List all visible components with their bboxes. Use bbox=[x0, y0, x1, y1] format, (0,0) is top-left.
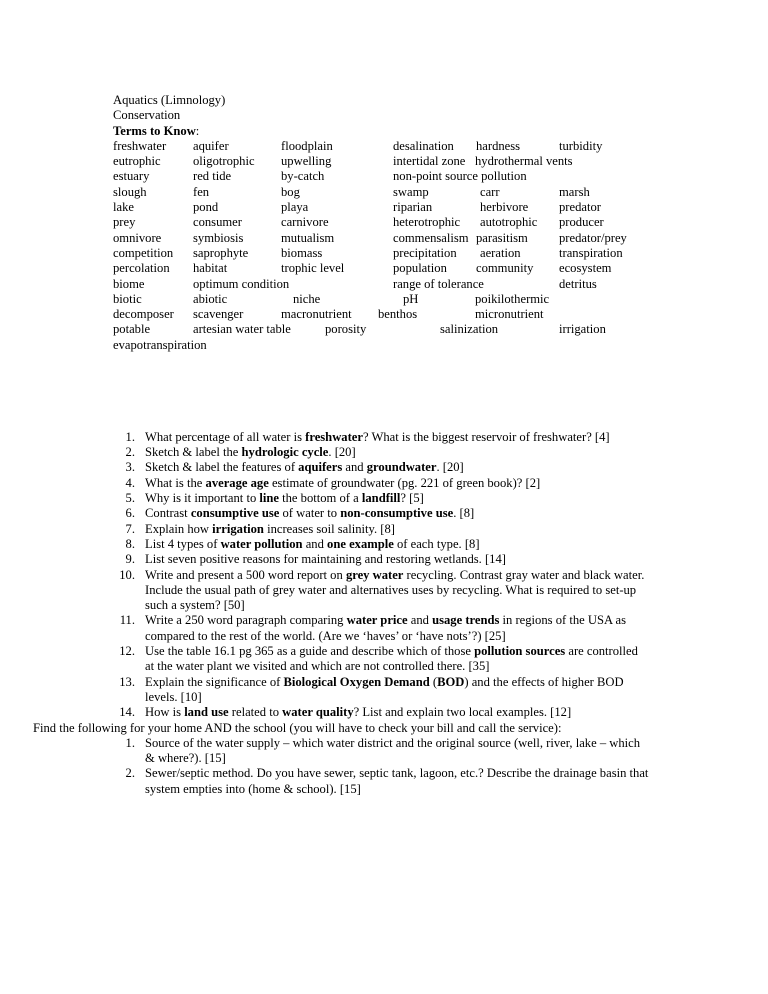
find-item bbox=[33, 766, 650, 797]
term: population bbox=[393, 261, 447, 276]
question-key-term: BOD bbox=[437, 674, 465, 689]
question-text: Explain how bbox=[145, 521, 213, 536]
term: marsh bbox=[559, 184, 590, 199]
question-number: 6. bbox=[125, 506, 135, 521]
unit-title: Conservation bbox=[113, 108, 181, 123]
question-number: 8. bbox=[125, 536, 135, 551]
question-key-term: water pollution bbox=[220, 536, 303, 551]
question-number: 13. bbox=[119, 674, 135, 689]
question-number: 14. bbox=[119, 705, 135, 720]
question-item bbox=[33, 613, 650, 644]
term: poikilothermic bbox=[475, 291, 550, 306]
term: floodplain bbox=[281, 138, 333, 153]
term: transpiration bbox=[559, 245, 623, 260]
term: salinization bbox=[440, 322, 499, 337]
term: omnivore bbox=[113, 230, 162, 245]
term: by-catch bbox=[281, 169, 325, 184]
term: playa bbox=[281, 200, 309, 215]
question-key-term: water quality bbox=[282, 705, 354, 720]
question-text: Explain the significance of bbox=[145, 674, 284, 689]
question-item bbox=[33, 445, 650, 460]
worksheet bbox=[33, 93, 673, 797]
question-number: 5. bbox=[125, 491, 135, 506]
term: precipitation bbox=[393, 245, 457, 260]
question-key-term: average age bbox=[205, 475, 269, 490]
term: percolation bbox=[113, 261, 170, 276]
term: predator bbox=[559, 200, 601, 215]
term: herbivore bbox=[480, 200, 529, 215]
term: oligotrophic bbox=[193, 154, 255, 169]
term: pond bbox=[193, 200, 219, 215]
term: optimum condition bbox=[193, 276, 290, 291]
term: freshwater bbox=[113, 138, 167, 153]
question-item bbox=[33, 568, 650, 614]
terms-grid bbox=[113, 139, 673, 415]
question-item bbox=[33, 506, 650, 521]
term: benthos bbox=[378, 307, 418, 322]
question-text: recycling. Contrast gray water and black water. Include the usual path of grey water and alternatives uses by recycling. What is required to set-up such a system? [50] bbox=[145, 567, 645, 613]
question-number: 11. bbox=[119, 613, 135, 628]
question-text: ( bbox=[429, 674, 438, 689]
question-text: . [20] bbox=[328, 445, 356, 460]
question-text: Write a 250 word paragraph comparing bbox=[145, 613, 347, 628]
term: pH bbox=[403, 291, 419, 306]
term: upwelling bbox=[281, 154, 332, 169]
question-text: Use the table 16.1 pg 365 as a guide and describe which of those bbox=[145, 644, 475, 659]
terms-heading-colon: : bbox=[195, 123, 200, 138]
term: saprophyte bbox=[193, 245, 249, 260]
term: detritus bbox=[559, 276, 597, 291]
term: niche bbox=[293, 291, 321, 306]
term: mutualism bbox=[281, 230, 335, 245]
question-number: 2. bbox=[125, 445, 135, 460]
question-key-term: groundwater bbox=[366, 460, 437, 475]
term: decomposer bbox=[113, 307, 174, 322]
question-key-term: one example bbox=[327, 536, 394, 551]
term: biotic bbox=[113, 291, 142, 306]
term: ecosystem bbox=[559, 261, 612, 276]
question-text: of each type. [8] bbox=[393, 536, 480, 551]
term: eutrophic bbox=[113, 154, 161, 169]
question-text: Contrast bbox=[145, 506, 191, 521]
question-key-term: Biological Oxygen Demand bbox=[283, 674, 430, 689]
question-item bbox=[33, 460, 650, 475]
term: artesian water table bbox=[193, 322, 291, 337]
term: estuary bbox=[113, 169, 150, 184]
question-item bbox=[33, 491, 650, 506]
term: irrigation bbox=[559, 322, 606, 337]
question-text: List seven positive reasons for maintaining and restoring wetlands. [14] bbox=[145, 552, 506, 567]
term: turbidity bbox=[559, 138, 603, 153]
term: hydrothermal vents bbox=[475, 154, 573, 169]
question-key-term: usage trends bbox=[432, 613, 500, 628]
term: scavenger bbox=[193, 307, 244, 322]
term: evapotranspiration bbox=[113, 337, 207, 352]
find-list bbox=[113, 736, 673, 797]
term: potable bbox=[113, 322, 151, 337]
question-text: Sketch & label the bbox=[145, 445, 242, 460]
question-text: . [20] bbox=[436, 460, 464, 475]
question-text: and bbox=[342, 460, 367, 475]
term: lake bbox=[113, 200, 134, 215]
term: predator/prey bbox=[559, 230, 627, 245]
question-key-term: pollution sources bbox=[474, 644, 566, 659]
question-text: increases soil salinity. [8] bbox=[263, 521, 395, 536]
term: desalination bbox=[393, 138, 454, 153]
question-text: are controlled at the water plant we visited and which are not controlled there. [35] bbox=[145, 644, 638, 674]
question-key-term: consumptive use bbox=[190, 506, 280, 521]
question-text: Why is it important to bbox=[145, 491, 260, 506]
question-key-term: aquifers bbox=[298, 460, 343, 475]
question-key-term: irrigation bbox=[212, 521, 264, 536]
term: aeration bbox=[480, 245, 521, 260]
term: non-point source pollution bbox=[393, 169, 527, 184]
term: aquifer bbox=[193, 138, 229, 153]
course-title: Aquatics (Limnology) bbox=[113, 93, 226, 107]
find-number: 2. bbox=[125, 766, 135, 781]
term: consumer bbox=[193, 215, 242, 230]
question-item bbox=[33, 537, 650, 552]
term: biome bbox=[113, 276, 145, 291]
term: macronutrient bbox=[281, 307, 352, 322]
question-text: the bottom of a bbox=[278, 491, 362, 506]
question-number: 9. bbox=[125, 552, 135, 567]
question-text: What percentage of all water is bbox=[145, 429, 306, 444]
term: hardness bbox=[476, 138, 521, 153]
question-text: ? What is the biggest reservoir of freshwater? [4] bbox=[362, 429, 610, 444]
term: competition bbox=[113, 245, 174, 260]
question-text: estimate of groundwater (pg. 221 of green book)? [2] bbox=[268, 475, 541, 490]
term: autotrophic bbox=[480, 215, 538, 230]
question-number: 1. bbox=[125, 429, 135, 444]
question-item bbox=[33, 430, 650, 445]
question-text: of water to bbox=[279, 506, 341, 521]
term: swamp bbox=[393, 184, 429, 199]
term: fen bbox=[193, 184, 210, 199]
term: biomass bbox=[281, 245, 323, 260]
term: carr bbox=[480, 184, 500, 199]
spacer bbox=[113, 415, 673, 430]
question-key-term: hydrologic cycle bbox=[241, 445, 329, 460]
find-number: 1. bbox=[125, 735, 135, 750]
find-text: Source of the water supply – which water district and the original source (well, river, lake – which & where?). [15] bbox=[145, 735, 641, 766]
term: carnivore bbox=[281, 215, 329, 230]
term: intertidal zone bbox=[393, 154, 466, 169]
question-text: and bbox=[302, 536, 328, 551]
term: prey bbox=[113, 215, 136, 230]
term: range of tolerance bbox=[393, 276, 484, 291]
question-text: ) and the effects of higher BOD levels. [10] bbox=[145, 674, 624, 704]
term: trophic level bbox=[281, 261, 345, 276]
term: habitat bbox=[193, 261, 228, 276]
question-text: related to bbox=[228, 705, 283, 720]
question-text: and bbox=[407, 613, 433, 628]
question-text: in regions of the USA as compared to the rest of the world. (Are we ‘haves’ or ‘have nots’?) [25] bbox=[145, 613, 627, 643]
term: abiotic bbox=[193, 291, 228, 306]
question-item bbox=[33, 644, 650, 675]
term: heterotrophic bbox=[393, 215, 461, 230]
question-key-term: non-consumptive use bbox=[340, 506, 454, 521]
term: symbiosis bbox=[193, 230, 244, 245]
term: producer bbox=[559, 215, 604, 230]
question-key-term: water price bbox=[346, 613, 408, 628]
terms-heading bbox=[113, 124, 673, 139]
terms-heading-label: Terms to Know bbox=[113, 123, 196, 138]
find-text: Sewer/septic method. Do you have sewer, septic tank, lagoon, etc.? Describe the drainage basin that system empties into (home & school). [15] bbox=[145, 766, 649, 796]
question-text: ? List and explain two local examples. [12] bbox=[353, 705, 572, 720]
find-intro: Find the following for your home AND the school (you will have to check your bill and call the service): bbox=[33, 720, 562, 735]
term: slough bbox=[113, 184, 147, 199]
question-text: How is bbox=[145, 705, 185, 720]
term: parasitism bbox=[476, 230, 528, 245]
question-list bbox=[113, 430, 673, 721]
term: riparian bbox=[393, 200, 433, 215]
question-key-term: line bbox=[259, 491, 279, 506]
question-number: 4. bbox=[125, 475, 135, 490]
find-item bbox=[33, 736, 650, 767]
question-text: Sketch & label the features of bbox=[145, 460, 299, 475]
term: red tide bbox=[193, 169, 232, 184]
question-key-term: grey water bbox=[345, 567, 404, 582]
question-item bbox=[33, 552, 650, 567]
question-text: Write and present a 500 word report on bbox=[145, 567, 346, 582]
question-item bbox=[33, 675, 650, 706]
term: community bbox=[476, 261, 534, 276]
question-key-term: landfill bbox=[361, 491, 401, 506]
term: commensalism bbox=[393, 230, 469, 245]
question-key-term: freshwater bbox=[305, 429, 363, 444]
question-item bbox=[33, 476, 650, 491]
question-item bbox=[33, 705, 650, 720]
question-text: What is the bbox=[145, 475, 206, 490]
question-key-term: land use bbox=[184, 705, 229, 720]
question-item bbox=[33, 522, 650, 537]
term: micronutrient bbox=[475, 307, 544, 322]
question-text: ? [5] bbox=[400, 491, 424, 506]
question-number: 12. bbox=[119, 644, 135, 659]
question-text: . [8] bbox=[453, 506, 475, 521]
term: bog bbox=[281, 184, 300, 199]
question-text: List 4 types of bbox=[145, 536, 221, 551]
question-number: 7. bbox=[125, 521, 135, 536]
question-number: 10. bbox=[119, 567, 135, 582]
term: porosity bbox=[325, 322, 367, 337]
question-number: 3. bbox=[125, 460, 135, 475]
